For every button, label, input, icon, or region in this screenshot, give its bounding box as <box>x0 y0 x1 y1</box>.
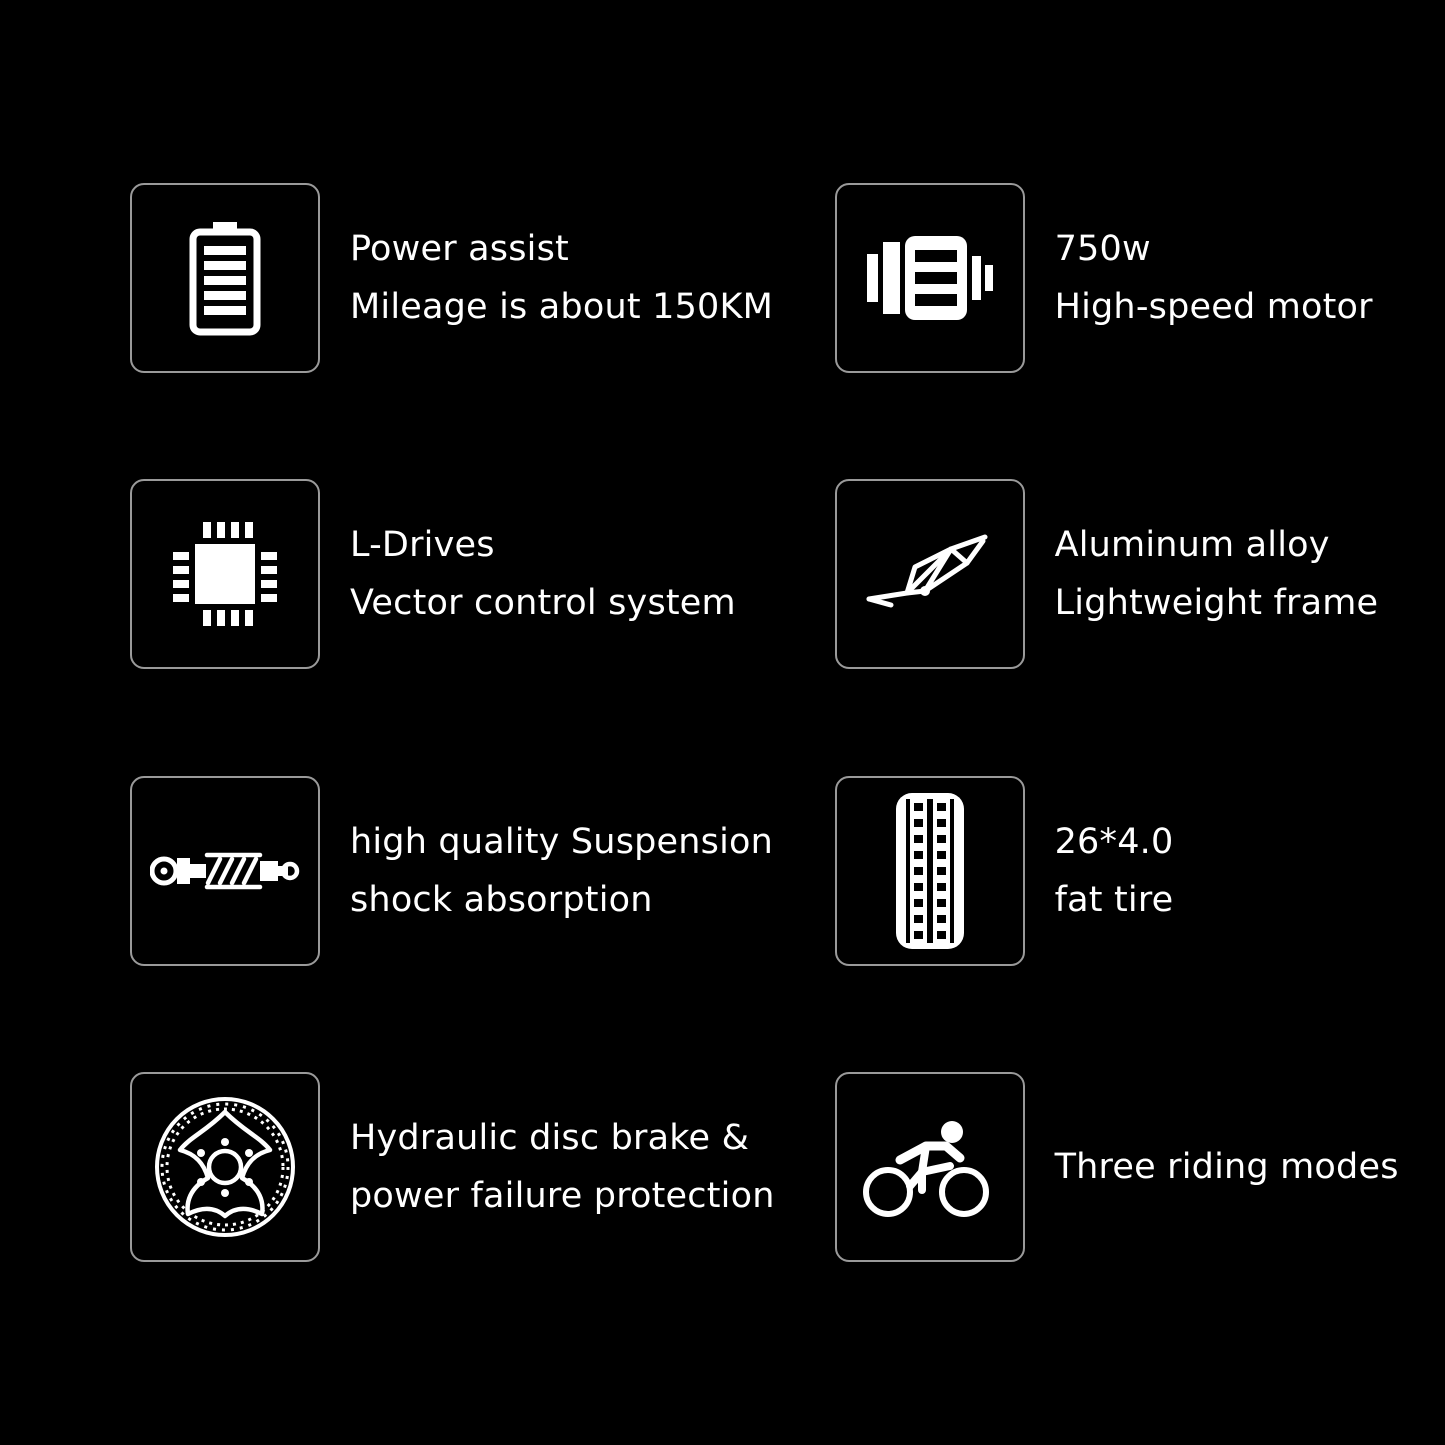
feature-line-1: Power assist <box>350 229 569 270</box>
fat-tire-icon-box <box>835 776 1025 966</box>
disc-brake-rotor-icon <box>150 1092 300 1242</box>
feature-line-2: power failure protection <box>350 1175 775 1216</box>
suspension-shock-icon-box <box>130 776 320 966</box>
battery-icon-box <box>130 183 320 373</box>
feature-line-2: High-speed motor <box>1054 287 1373 328</box>
feature-labels <box>1055 813 1174 929</box>
feature-line-2: Lightweight frame <box>1054 583 1379 624</box>
bike-frame-icon <box>855 519 1005 629</box>
feature-line-2: Mileage is about 150KM <box>350 287 774 328</box>
feature-line-1: 26*4.0 <box>1054 821 1174 862</box>
fat-tire-icon <box>892 791 968 951</box>
cyclist-icon-box <box>835 1072 1025 1262</box>
feature-line-1: Aluminum alloy <box>1054 525 1330 566</box>
feature-item-frame <box>775 426 1399 722</box>
feature-item-motor <box>775 130 1399 426</box>
feature-item-power-assist <box>60 130 775 426</box>
feature-labels <box>350 813 773 929</box>
disc-brake-rotor-icon-box <box>130 1072 320 1262</box>
feature-item-l-drives <box>60 426 775 722</box>
feature-labels <box>350 516 736 632</box>
feature-labels <box>350 1109 775 1225</box>
feature-line-1: L-Drives <box>350 525 495 566</box>
feature-line-2: Vector control system <box>350 583 736 624</box>
feature-item-riding-modes <box>775 1019 1399 1315</box>
feature-labels <box>1055 516 1379 632</box>
feature-labels <box>1055 1138 1399 1196</box>
feature-line-1: high quality Suspension <box>350 821 774 862</box>
suspension-shock-icon <box>150 841 300 901</box>
chip-icon <box>165 514 285 634</box>
battery-icon <box>175 218 275 338</box>
feature-item-fat-tire <box>775 723 1399 1019</box>
feature-line-2: shock absorption <box>350 879 653 920</box>
motor-icon <box>865 232 995 324</box>
bike-frame-icon-box <box>835 479 1025 669</box>
feature-line-1: Three riding modes <box>1054 1146 1399 1187</box>
feature-item-suspension <box>60 723 775 1019</box>
feature-line-2: fat tire <box>1054 879 1174 920</box>
motor-icon-box <box>835 183 1025 373</box>
feature-labels <box>350 220 773 336</box>
feature-item-disc-brake <box>60 1019 775 1315</box>
feature-line-1: 750w <box>1054 229 1151 270</box>
feature-labels <box>1055 220 1373 336</box>
chip-icon-box <box>130 479 320 669</box>
feature-line-1: Hydraulic disc brake & <box>350 1117 750 1158</box>
cyclist-icon <box>860 1112 1000 1222</box>
